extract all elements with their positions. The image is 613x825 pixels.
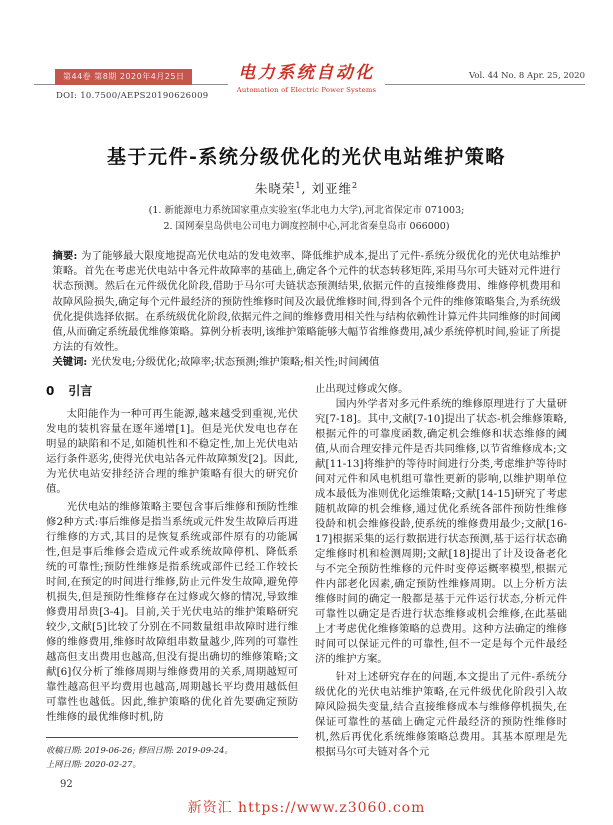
keywords-label: 关键词: <box>52 356 91 369</box>
journal-subtitle: Automation of Electric Power Systems <box>236 86 377 94</box>
body-paragraph: 针对上述研究存在的问题,本文提出了元件-系统分级优化的光伏电站维护策略,在元件级优化阶段引入故障风险损失变量,结合直接维修成本与维修停机损失,在保证可靠性的基础上确定元件最经济的预防性维修时机,然后再优化系统维修策略总费用。其基本原理是先根据马尔可夫链对各个元 <box>315 670 567 758</box>
affiliations <box>0 203 613 235</box>
body-paragraph: 国内外学者对多元件系统的维修原理进行了大量研究[7-18]。其中,文献[7-10]提出了状态-机会维修策略,根据元件的可靠度函数,确定机会维修和状态维修的阈值,从而合理安排元件是否共同维修,以节省维修成本;文献[11-13]将维护的等待时间进行分类,考虑维护等待时间对元件和风电机组可靠性更新的影响,以维护期单位成本最低为准则优化运维策略;文献[14-15]研究了考虑随机故障的机会维修,通过优化系统各部件预防性维修役龄和机会维修役龄,使系统的维修费用最少;文献[16-17]根据采集的运行数据进行状态预测,基于运行状态确定维修时机和检测周期;文献[18]提出了计及设备老化与不完全预防性维修的元件时变停运概率模型,根据元件内部老化因素,确定预防性维修周期。以上分析方法维修时间的确定一般都是基于元件运行状态,分析元件可靠性以确定是否进行状态维修或机会维修,在此基础上才考虑优化维修策略的总费用。这种方法确定的维修时间可以保证元件的可靠性,但不一定是每个元件最经济的维护方案。 <box>315 397 567 665</box>
body-paragraph: 太阳能作为一种可再生能源,越来越受到重视,光伏发电的装机容量在逐年递增[1]。但是光伏发电也存在明显的缺陷和不足,如随机性和不稳定性,加上光伏电站运行条件恶劣,使得光伏电站各元件故障频发[2]。因此,为光伏电站安排经济合理的维护策略有很大的研究价值。 <box>46 407 298 495</box>
journal-logo: 电力系统自动化 <box>228 61 385 85</box>
author-1-affil-mark: 1 <box>295 180 302 190</box>
issue-banner: 第44卷 第8期 2020年4月25日 <box>55 69 192 85</box>
author-1: 朱晓荣$^1$ <box>254 180 302 196</box>
watermark: 新资汇 https://www.z3060.com <box>187 800 426 816</box>
right-column <box>315 382 567 771</box>
abstract-block <box>53 249 561 371</box>
footnote-line: 上网日期: 2020-02-27。 <box>46 758 141 769</box>
author-separator: , <box>301 181 312 196</box>
body-paragraph: 光伏电站的维修策略主要包含事后维修和预防性维修2种方式:事后维修是指当系统或元件发生故障后再进行维修的方式,其目的是恢复系统或部件原有的功能属性,但是事后维修会造成元件或系统故障停机、降低系统的可靠性;预防性维修是指系统或部件已经工作较长时间,在预定的时间进行维修,防止元件发生故障,避免停机损失,但是预防性维修存在过修或欠修的情况,导致维修费用昂贵[3-4]。目前,关于光伏电站的维护策略研究较少,文献[5]比较了分别在不同数量组串故障时进行维修的维修费用,维修时故障组串数量越少,阵列的可靠性越高但支出费用也越高,但没有提出确切的维修策略;文献[6]仅分析了维修周期与维修费用的关系,周期越短可靠性越高但平均费用也越高,周期越长平均费用越低但可靠性也越低。因此,维护策略的优化首先要确定预防性维修的最优维修时机,防 <box>46 500 298 723</box>
abstract-text: 为了能够最大限度地提高光伏电站的发电效率、降低维护成本,提出了元件-系统分级优化的光伏电站维护策略。首先在考虑光伏电站中各元件故障率的基础上,确定各个元件的状态转移矩阵,采用马尔可夫链对元件进行状态预测。然后在元件级优化阶段,借助于马尔可夫链状态预测结果,依据元件的直接维修费用、维修停机费用和故障风险损失,确定每个元件最经济的预防性维修时间及次最优维修时间,得到各个元件的维修策略集合,为系统级优化提供选择依据。在系统级优化阶段,依据元件之间的维修费用相关性与结构依赖性计算元件共同维修的时间阈值,从而确定系统最优维修策略。算例分析表明,该维护策略能够大幅节省维修费用,减少系统停机时间,验证了所提方法的有效性。 <box>52 250 561 354</box>
keywords-line <box>53 355 561 370</box>
author-2-affil-mark: 2 <box>351 180 359 190</box>
page-number: 92 <box>60 779 73 790</box>
authors-line <box>0 179 613 197</box>
paper-title: 基于元件-系统分级优化的光伏电站维护策略 <box>107 146 506 168</box>
received-dates-footnote <box>46 737 298 771</box>
affiliation-2: 2. 国网秦皇岛供电公司电力调度控制中心,河北省秦皇岛市 066000) <box>163 221 450 232</box>
abstract-label: 摘要: <box>52 250 82 262</box>
abstract-paragraph <box>53 249 561 355</box>
left-column <box>46 382 298 771</box>
body-columns <box>46 382 567 771</box>
footnote-line: 收稿日期: 2019-06-26; 修回日期: 2019-09-24。 <box>46 744 233 755</box>
section-heading <box>46 384 298 399</box>
doi-text: DOI: 10.7500/AEPS20190626009 <box>56 91 209 101</box>
affiliation-1: (1. 新能源电力系统国家重点实验室(华北电力大学),河北省保定市 071003; <box>148 205 465 216</box>
author-2: 刘亚维$^2$ <box>311 180 359 196</box>
section-number: 0 <box>46 383 55 398</box>
body-paragraph-continuation: 止出现过修或欠修。 <box>315 382 409 395</box>
keywords-text: 光伏发电;分级优化;故障率;状态预测;维护策略;相关性;时间阈值 <box>90 356 380 369</box>
section-title: 引言 <box>68 383 93 398</box>
volume-info: Vol. 44 No. 8 Apr. 25, 2020 <box>469 71 585 81</box>
